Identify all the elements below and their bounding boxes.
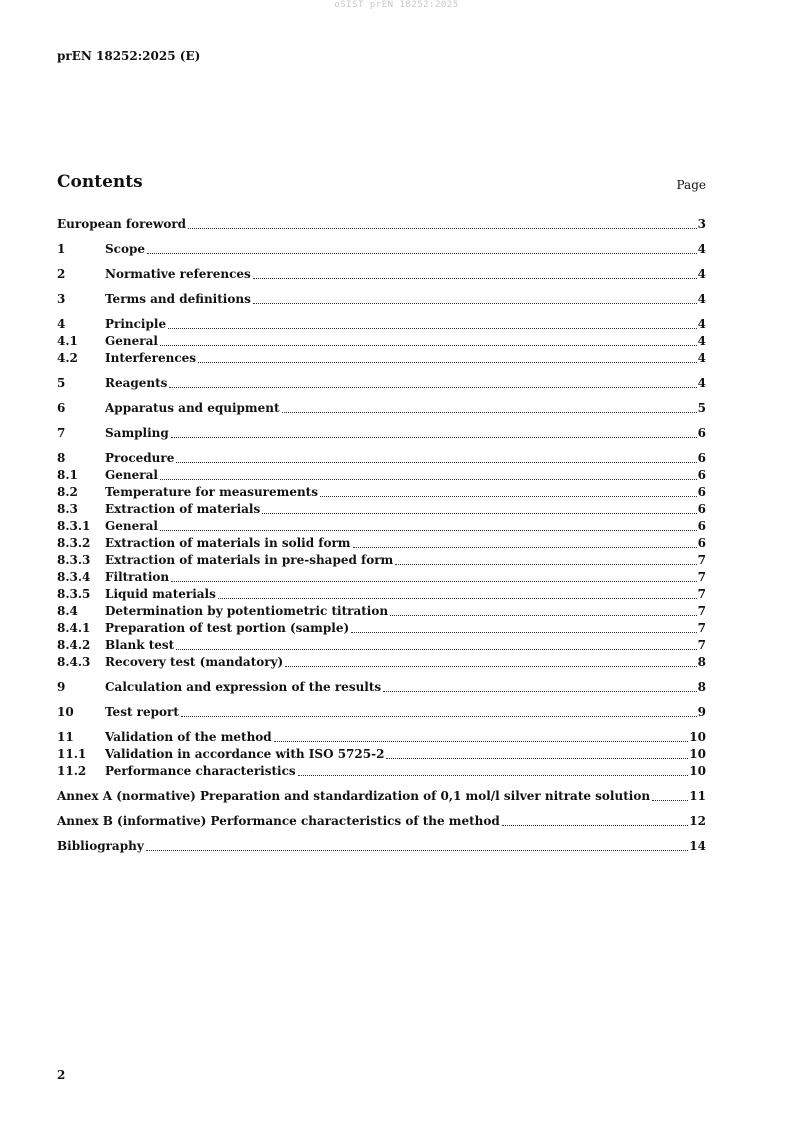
toc-entry-number: 5 (57, 376, 66, 390)
toc-entry-title: Scope (105, 242, 146, 256)
toc-group (57, 788, 706, 805)
toc-entry-page: 7 (697, 587, 706, 601)
toc-entry[interactable] (57, 813, 706, 830)
toc-entry-title: General (105, 468, 158, 482)
toc-group (57, 838, 706, 855)
toc-entry-page: 10 (689, 747, 706, 761)
toc-entry[interactable] (57, 467, 706, 484)
toc-entry[interactable] (57, 729, 706, 746)
toc-entry-page: 7 (697, 638, 706, 652)
toc-entry-title: Sampling (105, 426, 169, 440)
toc-entry-title: Temperature for measurements (105, 485, 318, 499)
toc-entry-title: Determination by potentiometric titration (105, 604, 389, 618)
toc-entry[interactable] (57, 450, 706, 467)
toc-entry[interactable] (57, 603, 706, 620)
dot-leader (274, 741, 689, 742)
toc-entry-number: 8.3.2 (57, 536, 91, 550)
toc-entry-page: 6 (697, 502, 706, 516)
toc-entry-number: 4 (57, 317, 66, 331)
dot-leader (171, 581, 697, 582)
contents-heading: Contents (57, 172, 143, 192)
dot-leader (383, 691, 696, 692)
dot-leader (176, 462, 696, 463)
toc-entry-title: Liquid materials (105, 587, 216, 601)
dot-leader (652, 800, 688, 801)
toc-entry-number: 6 (57, 401, 66, 415)
toc-entry-page: 4 (697, 334, 706, 348)
toc-entry-number: 11 (57, 730, 74, 744)
toc-entry-number: 3 (57, 292, 66, 306)
toc-entry-page: 6 (697, 536, 706, 550)
toc-entry-number: 8 (57, 451, 66, 465)
watermark: oSIST prEN 18252:2025 (334, 0, 459, 10)
toc-entry[interactable] (57, 569, 706, 586)
toc-entry-page: 7 (697, 570, 706, 584)
dot-leader (181, 716, 697, 717)
toc-entry-title: Validation of the method (105, 730, 272, 744)
dot-leader (188, 228, 697, 229)
toc-entry[interactable] (57, 400, 706, 417)
toc-entry-page: 8 (697, 680, 706, 694)
toc-entry[interactable] (57, 654, 706, 671)
toc-group (57, 266, 706, 283)
toc-entry[interactable] (57, 266, 706, 283)
toc-entry-title: Preparation of test portion (sample) (105, 621, 350, 635)
toc-entry-number: 8.3.4 (57, 570, 91, 584)
toc-group (57, 813, 706, 830)
dot-leader (390, 615, 697, 616)
dot-leader (262, 513, 696, 514)
toc-entry-title: Test report (105, 705, 179, 719)
toc-entry-number: 4.2 (57, 351, 78, 365)
toc-group (57, 729, 706, 780)
toc-entry-title: Normative references (105, 267, 251, 281)
toc-group (57, 316, 706, 367)
toc-entry-title: Validation in accordance with ISO 5725-2 (105, 747, 385, 761)
toc-entry[interactable] (57, 350, 706, 367)
toc-entry[interactable] (57, 838, 706, 855)
dot-leader (386, 758, 688, 759)
dot-leader (282, 412, 697, 413)
dot-leader (218, 598, 697, 599)
toc-entry-page: 4 (697, 242, 706, 256)
dot-leader (395, 564, 696, 565)
toc-entry-page: 4 (697, 292, 706, 306)
toc-entry[interactable] (57, 501, 706, 518)
toc-entry-page: 6 (697, 468, 706, 482)
toc-entry[interactable] (57, 788, 706, 805)
toc-group (57, 425, 706, 442)
dot-leader (285, 666, 696, 667)
toc-entry[interactable] (57, 620, 706, 637)
dot-leader (351, 632, 696, 633)
toc-entry-number: 9 (57, 680, 66, 694)
toc-group (57, 375, 706, 392)
toc-entry-title: Extraction of materials in pre-shaped form (105, 553, 394, 567)
toc-entry-page: 8 (697, 655, 706, 669)
toc-entry-page: 14 (689, 839, 706, 853)
toc-entry[interactable] (57, 535, 706, 552)
toc-group (57, 450, 706, 671)
toc-entry-number: 8.3.1 (57, 519, 91, 533)
toc-entry-page: 4 (697, 376, 706, 390)
toc-entry[interactable] (57, 241, 706, 258)
toc-entry[interactable] (57, 746, 706, 763)
toc-entry-page: 7 (697, 553, 706, 567)
table-of-contents (57, 216, 706, 863)
toc-entry-title: Procedure (105, 451, 175, 465)
toc-entry[interactable] (57, 216, 706, 233)
toc-entry[interactable] (57, 586, 706, 603)
toc-entry-page: 6 (697, 519, 706, 533)
toc-entry-title: Blank test (105, 638, 175, 652)
toc-entry[interactable] (57, 291, 706, 308)
toc-entry-page: 3 (697, 217, 706, 231)
toc-entry-title: General (105, 519, 158, 533)
dot-leader (176, 649, 696, 650)
toc-entry-page: 4 (697, 317, 706, 331)
toc-entry-number: 8.2 (57, 485, 78, 499)
toc-group (57, 291, 706, 308)
toc-entry[interactable] (57, 425, 706, 442)
toc-entry-number: 8.1 (57, 468, 78, 482)
dot-leader (171, 437, 697, 438)
toc-entry-title: Bibliography (57, 839, 144, 853)
toc-entry[interactable] (57, 763, 706, 780)
dot-leader (502, 825, 689, 826)
toc-group (57, 679, 706, 696)
toc-entry-title: Extraction of materials (105, 502, 261, 516)
toc-entry-title: Extraction of materials in solid form (105, 536, 351, 550)
toc-entry[interactable] (57, 518, 706, 535)
toc-entry-title: Annex B (informative) Performance characteristics of the method (57, 814, 500, 828)
toc-group (57, 216, 706, 233)
dot-leader (160, 530, 697, 531)
toc-entry-number: 1 (57, 242, 66, 256)
toc-entry-page: 7 (697, 621, 706, 635)
toc-entry-title: Recovery test (mandatory) (105, 655, 284, 669)
toc-entry-title: Filtration (105, 570, 170, 584)
toc-entry-number: 8.4.3 (57, 655, 91, 669)
toc-entry-title: Calculation and expression of the results (105, 680, 382, 694)
toc-group (57, 400, 706, 417)
toc-entry-number: 7 (57, 426, 66, 440)
toc-entry-number: 8.4.1 (57, 621, 91, 635)
toc-entry-page: 11 (689, 789, 706, 803)
toc-entry-page: 4 (697, 351, 706, 365)
toc-group (57, 241, 706, 258)
toc-entry-title: Annex A (normative) Preparation and standardization of 0,1 mol/l silver nitrate solution (57, 789, 651, 803)
toc-entry-number: 10 (57, 705, 74, 719)
toc-entry-page: 6 (697, 485, 706, 499)
dot-leader (253, 303, 697, 304)
toc-entry-number: 11.2 (57, 764, 87, 778)
toc-entry-page: 5 (697, 401, 706, 415)
dot-leader (353, 547, 697, 548)
toc-entry-number: 4.1 (57, 334, 78, 348)
toc-entry-page: 10 (689, 730, 706, 744)
toc-entry-number: 8.3.5 (57, 587, 91, 601)
toc-entry-number: 8.3.3 (57, 553, 91, 567)
toc-entry-title: Apparatus and equipment (105, 401, 280, 415)
dot-leader (298, 775, 689, 776)
dot-leader (198, 362, 697, 363)
toc-entry-page: 6 (697, 451, 706, 465)
toc-entry[interactable] (57, 484, 706, 501)
toc-entry-page: 7 (697, 604, 706, 618)
toc-entry[interactable] (57, 679, 706, 696)
toc-entry[interactable] (57, 375, 706, 392)
toc-entry-number: 8.3 (57, 502, 78, 516)
dot-leader (147, 253, 697, 254)
toc-entry-page: 12 (689, 814, 706, 828)
toc-entry-title: General (105, 334, 158, 348)
dot-leader (160, 345, 697, 346)
dot-leader (146, 850, 689, 851)
toc-entry[interactable] (57, 316, 706, 333)
toc-entry-title: Reagents (105, 376, 168, 390)
toc-entry[interactable] (57, 704, 706, 721)
toc-entry-title: Principle (105, 317, 167, 331)
toc-entry[interactable] (57, 552, 706, 569)
dot-leader (160, 479, 697, 480)
toc-entry-title: European foreword (57, 217, 187, 231)
dot-leader (320, 496, 697, 497)
toc-entry-title: Terms and definitions (105, 292, 251, 306)
document-id: prEN 18252:2025 (E) (57, 49, 201, 63)
toc-entry-page: 10 (689, 764, 706, 778)
page-column-label: Page (676, 178, 706, 192)
dot-leader (169, 387, 696, 388)
toc-entry-page: 9 (697, 705, 706, 719)
toc-entry-number: 2 (57, 267, 66, 281)
toc-entry-page: 4 (697, 267, 706, 281)
toc-entry-number: 8.4 (57, 604, 78, 618)
toc-entry-title: Interferences (105, 351, 197, 365)
toc-entry[interactable] (57, 333, 706, 350)
toc-entry-page: 6 (697, 426, 706, 440)
dot-leader (168, 328, 697, 329)
toc-entry-title: Performance characteristics (105, 764, 296, 778)
page-number: 2 (57, 1068, 66, 1082)
dot-leader (253, 278, 697, 279)
toc-entry-number: 11.1 (57, 747, 87, 761)
toc-group (57, 704, 706, 721)
toc-entry-number: 8.4.2 (57, 638, 91, 652)
toc-entry[interactable] (57, 637, 706, 654)
